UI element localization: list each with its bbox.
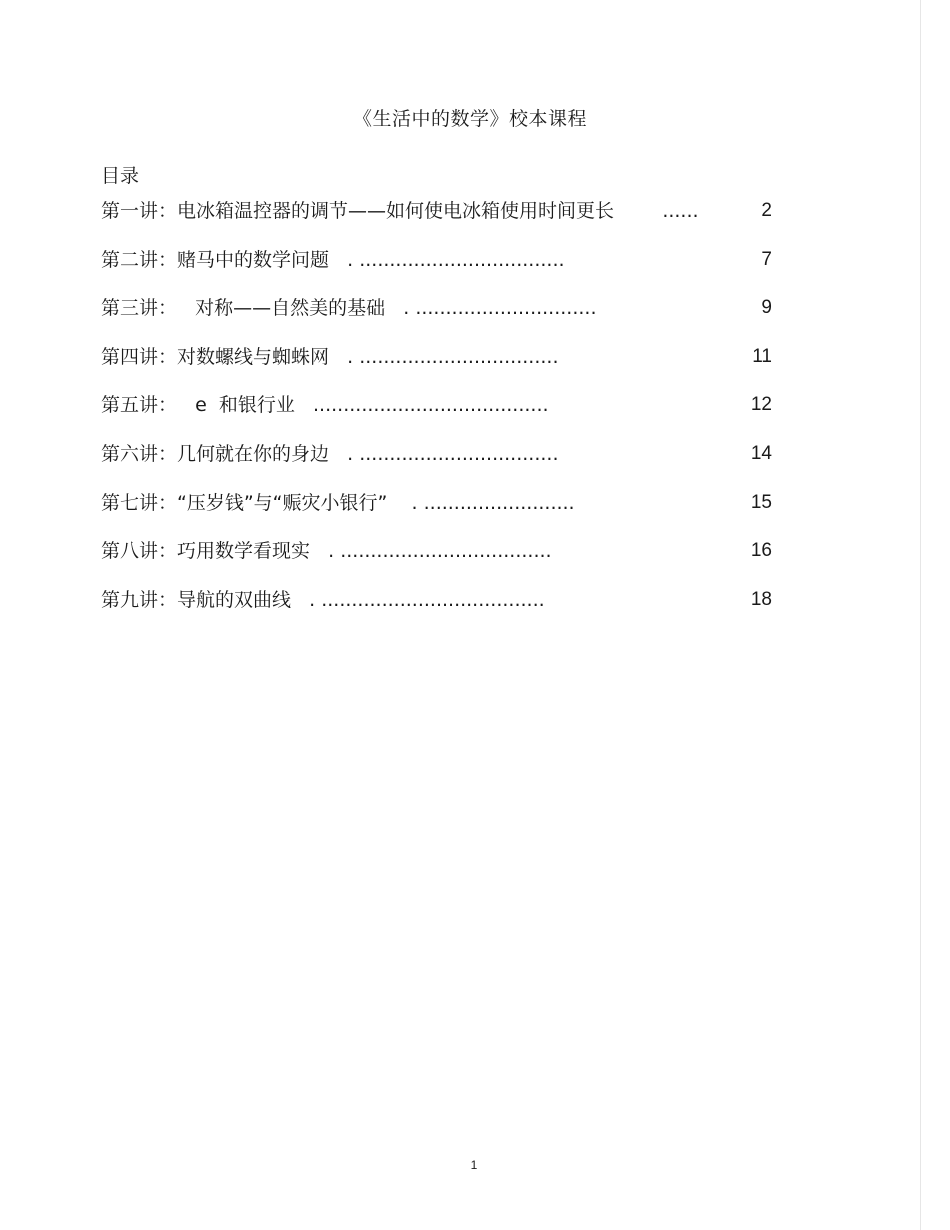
toc-entry-label: 第七讲：“压岁钱”与“赈灾小银行” . ......................... (101, 491, 575, 514)
toc-entry-page: 11 (752, 345, 772, 367)
toc-heading: 目录 (101, 165, 140, 187)
table-of-contents (101, 196, 772, 633)
document-title: 《生活中的数学》校本课程 (352, 108, 587, 130)
toc-entry-label: 第四讲：对数螺线与蜘蛛网 . ................................. (101, 345, 559, 368)
toc-entry-page: 15 (750, 491, 772, 513)
toc-entry[interactable] (101, 585, 772, 634)
toc-entry-label: 第六讲：几何就在你的身边 . ................................. (101, 442, 559, 465)
toc-entry[interactable] (101, 439, 772, 488)
toc-entry-label: 第三讲： 对称——自然美的基础 . .............................. (101, 297, 597, 320)
toc-entry[interactable] (101, 488, 772, 537)
toc-entry-page: 16 (750, 540, 772, 562)
toc-entry-label: 第五讲： e 和银行业 ....................................... (101, 394, 549, 417)
page-number: 1 (470, 1158, 478, 1172)
toc-entry[interactable] (101, 293, 772, 342)
toc-entry-page: 12 (750, 394, 772, 416)
toc-entry-label: 第一讲：电冰箱温控器的调节——如何使电冰箱使用时间更长 ...... (101, 200, 699, 222)
toc-entry-page: 2 (761, 200, 772, 221)
toc-entry[interactable] (101, 196, 772, 245)
page-edge-divider (920, 0, 921, 1230)
toc-entry-page: 7 (761, 248, 772, 270)
toc-entry[interactable] (101, 536, 772, 585)
toc-entry[interactable] (101, 390, 772, 439)
toc-entry-label: 第二讲：赌马中的数学问题 . .................................. (101, 248, 565, 271)
toc-entry[interactable] (101, 342, 772, 391)
toc-entry-page: 18 (750, 588, 772, 610)
toc-entry-label: 第九讲：导航的双曲线 . ..................................... (101, 588, 545, 611)
toc-entry[interactable] (101, 245, 772, 294)
toc-entry-page: 9 (761, 297, 772, 319)
toc-entry-label: 第八讲：巧用数学看现实 . ................................... (101, 540, 552, 563)
toc-entry-page: 14 (750, 442, 772, 464)
